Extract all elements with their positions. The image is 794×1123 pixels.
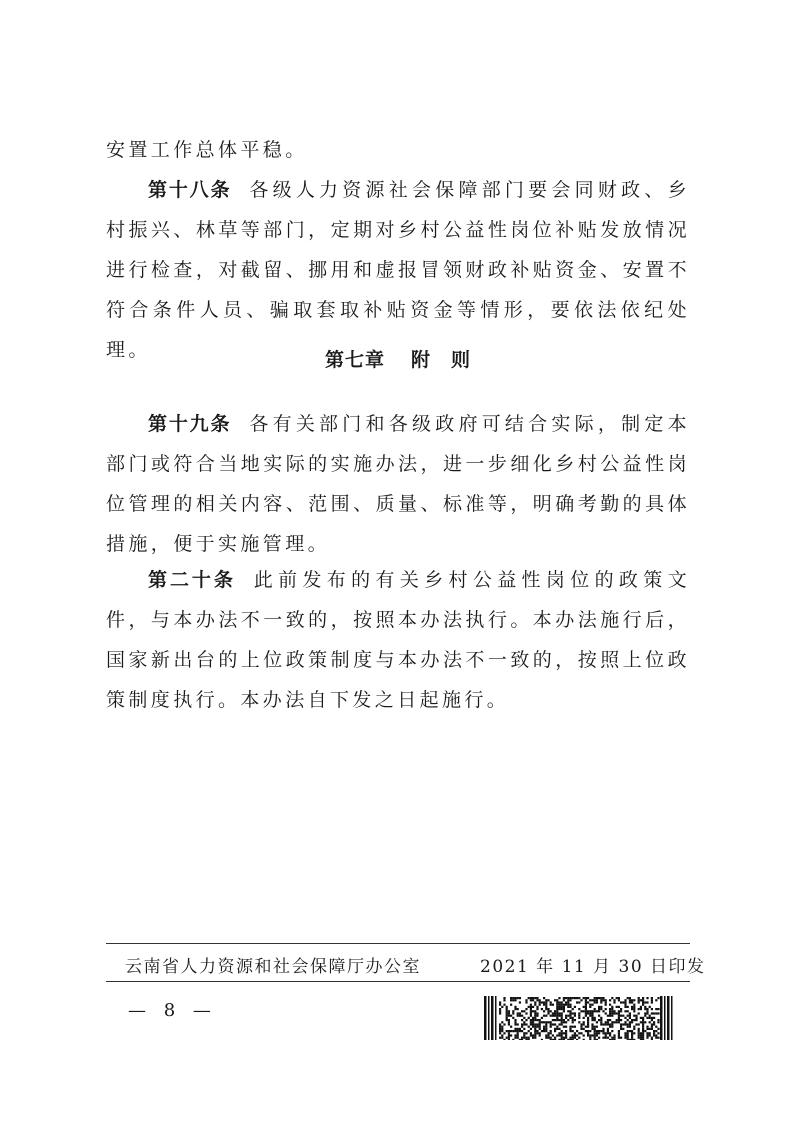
paragraph-continuation: [106, 130, 690, 170]
footer-bottom-rule: [106, 981, 690, 982]
barcode-image: [484, 996, 674, 1040]
article-19: [106, 404, 690, 564]
paragraph-text: 安置工作总体平稳。: [106, 139, 308, 161]
footer-date: 2021 年 11 月 30 日印发: [480, 957, 706, 977]
article-20-text: 此前发布的有关乡村公益性岗位的政策文件，与本办法不一致的，按照本办法执行。本办法施行后，国家新出台的上位政策制度与本办法不一致的，按照上位政策制度执行。本办法自下发之日起施行。: [106, 569, 690, 711]
footer-issuer: 云南省人力资源和社会保障厅办公室: [125, 957, 421, 977]
chapter-title: 附 则: [411, 349, 472, 371]
article-19-text: 各有关部门和各级政府可结合实际，制定本部门或符合当地实际的实施办法，进一步细化乡村公益性岗位管理的相关内容、范围、质量、标准等，明确考勤的具体措施，便于实施管理。: [106, 413, 690, 555]
chapter-number: 第七章: [324, 349, 385, 371]
article-18-text: 各级人力资源社会保障部门要会同财政、乡村振兴、林草等部门，定期对乡村公益性岗位补贴发放情况进行检查，对截留、挪用和虚报冒领财政补贴资金、安置不符合条件人员、骗取套取补贴资金等情形，要依法依纪处理。: [106, 179, 690, 361]
article-20-title: 第二十条: [148, 569, 236, 591]
article-19-title: 第十九条: [148, 413, 232, 435]
chapter-heading: [106, 345, 690, 372]
article-18: [106, 170, 690, 370]
article-18-title: 第十八条: [148, 179, 232, 201]
page-number: — 8 —: [128, 1000, 217, 1021]
barcode-bars: [484, 996, 673, 1040]
article-20: [106, 560, 690, 720]
footer-top-rule: [106, 943, 690, 944]
